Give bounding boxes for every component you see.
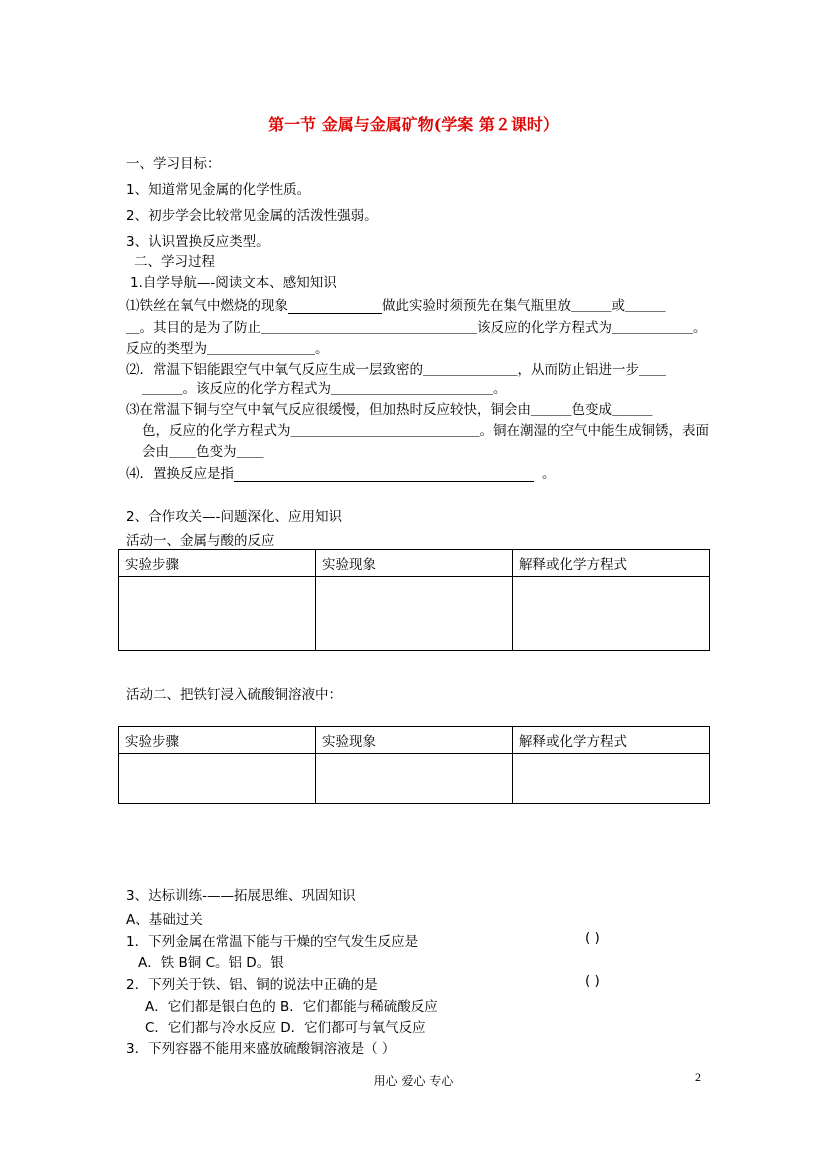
q1-text-b: 做此实验时须预先在集气瓶里放＿＿＿或＿＿＿ — [382, 298, 666, 314]
q3-text-a: ⑶在常温下铜与空气中氧气反应很缓慢，但加热时反应较快，铜会由＿＿＿色变成＿＿＿ — [126, 402, 653, 418]
table-header: 实验现象 — [316, 727, 513, 754]
question-line — [126, 462, 556, 482]
activity-1-label: 活动一、金属与酸的反应 — [126, 533, 275, 549]
goal-item: 1、知道常见金属的化学性质。 — [126, 182, 311, 198]
goal-item: 2、初步学会比较常见金属的活泼性强弱。 — [126, 208, 378, 224]
q3-text-c: 会由＿＿色变为＿＿ — [142, 444, 264, 460]
mcq-options-2b: C．它们都与冷水反应 D．它们都可与氧气反应 — [145, 1020, 426, 1036]
table-cell[interactable] — [513, 754, 710, 804]
table-cell[interactable] — [316, 577, 513, 651]
activity-2-table — [118, 726, 710, 804]
question-line — [126, 294, 666, 314]
mcq-options-1: A．铁 B铜 C。铝 D。银 — [138, 955, 284, 971]
activity-1-table — [118, 549, 710, 651]
q2-text-b: ＿＿＿。该反应的化学方程式为＿＿＿＿＿＿＿＿＿＿＿＿。 — [142, 381, 507, 397]
table-header: 实验现象 — [316, 550, 513, 577]
table-cell[interactable] — [119, 754, 316, 804]
answer-paren[interactable]: ( ) — [585, 930, 600, 946]
page-number: 2 — [695, 1070, 701, 1084]
table-header: 实验步骤 — [119, 727, 316, 754]
mcq-question-1: 1．下列金属在常温下能与干燥的空气发生反应是 — [126, 934, 419, 950]
page-title: 第一节 金属与金属矿物(学案 第２课时） — [268, 115, 559, 134]
q4-text-b: 。 — [542, 466, 556, 482]
goals-heading: 一、学习目标： — [126, 156, 221, 172]
practice-heading: 3、达标训练-——拓展思维、巩固知识 — [126, 888, 356, 904]
q1-text-a: ⑴铁丝在氧气中燃烧的现象 — [126, 298, 288, 314]
mcq-question-2: 2．下列关于铁、铝、铜的说法中正确的是 — [126, 977, 378, 993]
basic-level-label: A、基础过关 — [126, 912, 203, 928]
goal-item: 3、认识置换反应类型。 — [126, 234, 270, 250]
table-header: 解释或化学方程式 — [513, 550, 710, 577]
process-heading: 二、学习过程 — [134, 254, 215, 270]
mcq-options-2a: A．它们都是银白色的 B．它们都能与稀硫酸反应 — [145, 999, 438, 1015]
self-study-heading: 1.自学导航—-阅读文本、感知知识 — [130, 275, 337, 291]
q1-text-d: 反应的类型为＿＿＿＿＿＿＿＿。 — [126, 341, 329, 357]
table-header: 解释或化学方程式 — [513, 727, 710, 754]
answer-blank[interactable] — [234, 467, 534, 482]
page-footer: 用心 爱心 专心 — [373, 1074, 454, 1088]
table-header: 实验步骤 — [119, 550, 316, 577]
q3-text-b: 色，反应的化学方程式为＿＿＿＿＿＿＿＿＿＿＿＿＿＿。铜在潮湿的空气中能生成铜锈，表面 — [142, 423, 709, 439]
activity-2-label: 活动二、把铁钉浸入硫酸铜溶液中： — [126, 687, 342, 703]
table-cell[interactable] — [119, 577, 316, 651]
q4-text-a: ⑷．置换反应是指 — [126, 466, 234, 482]
answer-paren[interactable]: ( ) — [585, 973, 600, 989]
mcq-question-3: 3．下列容器不能用来盛放硫酸铜溶液是（ ） — [126, 1041, 396, 1057]
q1-text-c: ＿。其目的是为了防止＿＿＿＿＿＿＿＿＿＿＿＿＿＿＿＿该反应的化学方程式为＿＿＿＿＿＿。 — [126, 320, 707, 336]
q2-text-a: ⑵．常温下铝能跟空气中氧气反应生成一层致密的＿＿＿＿＿＿＿，从而防止铝进一步＿＿ — [126, 362, 666, 378]
answer-blank[interactable] — [288, 299, 382, 314]
cooperation-heading: 2、合作攻关—-问题深化、应用知识 — [126, 509, 342, 525]
table-cell[interactable] — [513, 577, 710, 651]
table-cell[interactable] — [316, 754, 513, 804]
